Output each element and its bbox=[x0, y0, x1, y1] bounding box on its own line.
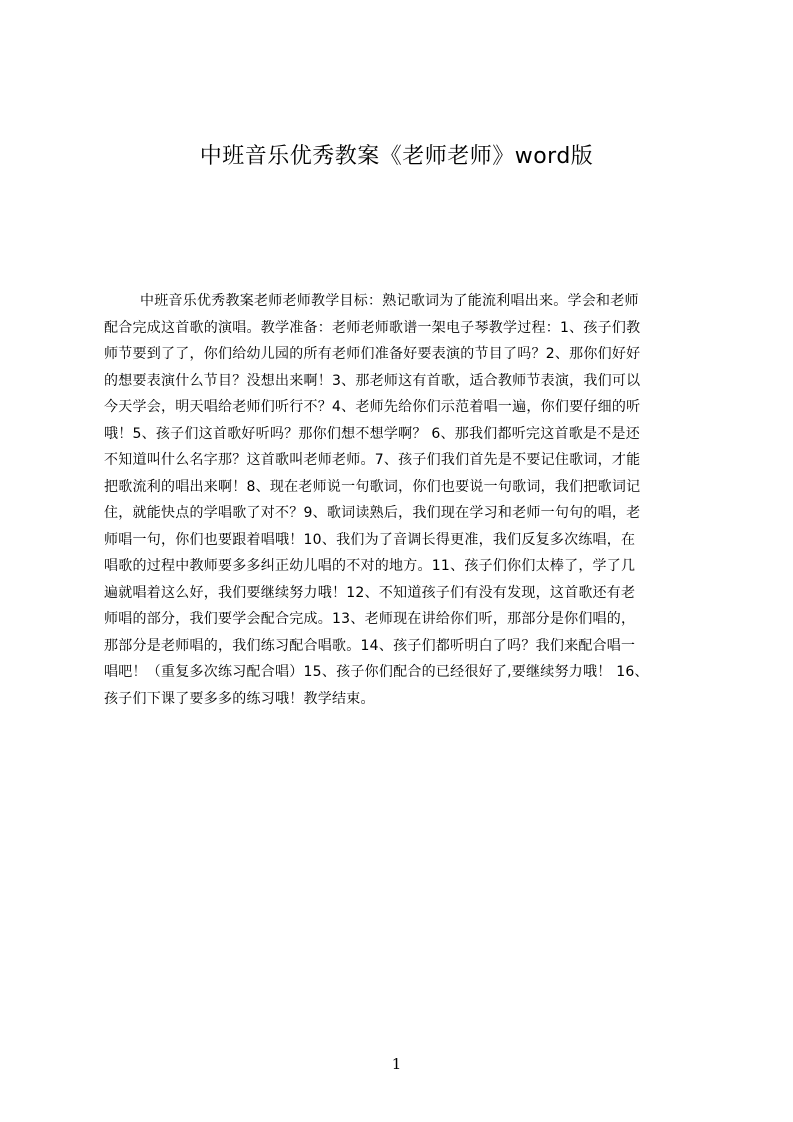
document-title: 中班音乐优秀教案《老师老师》word版 bbox=[199, 144, 594, 169]
body-line: 不知道叫什么名字那？这首歌叫老师老师。7、孩子们我们首先是不要记住歌词，才能 bbox=[104, 452, 641, 468]
body-line: 唱吧！（重复多次练习配合唱）15、孩子你们配合的已经很好了,要继续努力哦！ 16、 bbox=[104, 664, 649, 680]
body-line: 孩子们下课了要多多的练习哦！教学结束。 bbox=[104, 690, 375, 707]
body-line: 把歌流利的唱出来啊！8、现在老师说一句歌词，你们也要说一句歌词，我们把歌词记 bbox=[104, 478, 641, 495]
body-line: 师唱一句，你们也要跟着唱哦！10、我们为了音调长得更准，我们反复多次练唱，在 bbox=[104, 531, 636, 548]
document-body bbox=[104, 288, 698, 726]
body-line: 师节要到了了，你们给幼儿园的所有老师们准备好要表演的节目了吗？2、那你们好好 bbox=[104, 346, 641, 362]
body-line: 配合完成这首歌的演唱。教学准备：老师老师歌谱一架电子琴教学过程：1、孩子们教 bbox=[104, 319, 641, 336]
body-line: 师唱的部分，我们要学会配合完成。13、老师现在讲给你们听，那部分是你们唱的， bbox=[104, 611, 636, 627]
body-line: 遍就唱着这么好，我们要继续努力哦！12、不知道孩子们有没有发现，这首歌还有老 bbox=[104, 584, 636, 601]
body-line: 的想要表演什么节目？没想出来啊！3、那老师这有首歌，适合教师节表演，我们可以 bbox=[104, 372, 641, 389]
body-line: 唱歌的过程中教师要多多纠正幼儿唱的不对的地方。11、孩子们你们太棒了，学了几 bbox=[104, 558, 636, 574]
body-line: 今天学会，明天唱给老师们听行不？4、老师先给你们示范着唱一遍，你们要仔细的听 bbox=[104, 399, 641, 415]
page-number: 1 bbox=[391, 1055, 402, 1073]
body-line: 住，就能快点的学唱歌了对不？9、歌词读熟后，我们现在学习和老师一句句的唱，老 bbox=[104, 505, 641, 521]
body-line: 中班音乐优秀教案老师老师教学目标：熟记歌词为了能流利唱出来。学会和老师 bbox=[140, 293, 639, 309]
body-line: 那部分是老师唱的，我们练习配合唱歌。14、孩子们都听明白了吗？我们来配合唱一 bbox=[104, 637, 636, 654]
body-line: 哦！5、孩子们这首歌好听吗？那你们想不想学啊？ 6、那我们都听完这首歌是不是还 bbox=[104, 425, 641, 442]
